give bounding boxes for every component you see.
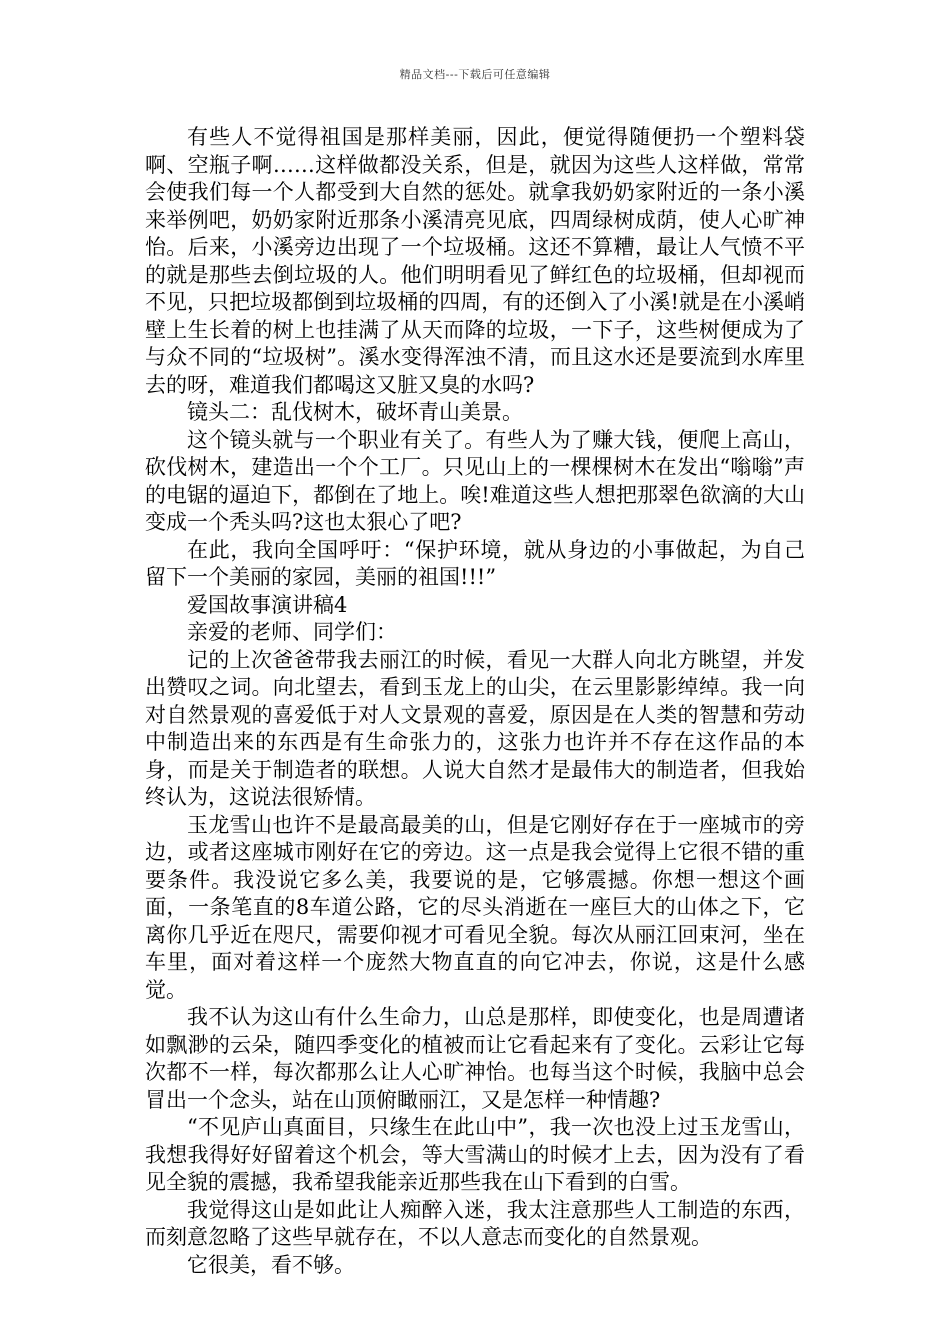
section-title: 爱国故事演讲稿4 bbox=[187, 592, 348, 617]
document-body bbox=[145, 124, 805, 1279]
paragraph: 记的上次爸爸带我去丽江的时候，看见一大群人向北方眺望，并发出赞叹之词。向北望去，看到玉龙上的山尖，在云里影影绰绰。我一向对自然景观的喜爱低于对人文景观的喜爱，原因是在人类的智慧和劳动中制造出来的东西是有生命张力的，这张力也许并不存在这作品的本身，而是关于制造者的联想。人说大自然才是最伟大的制造者，但我始终认为，这说法很矫情。 bbox=[145, 647, 805, 809]
paragraph: 它很美，看不够。 bbox=[187, 1252, 355, 1277]
paragraph: 镜头二：乱伐树木，破坏青山美景。 bbox=[187, 400, 523, 424]
paragraph: 玉龙雪山也许不是最高最美的山，但是它刚好存在于一座城市的旁边，或者这座城市刚好在它的旁边。这一点是我会觉得上它很不错的重要条件。我没说它多么美，我要说的是，它够震撼。你想一想这个画面，一条笔直的8车道公路，它的尽头消逝在一座巨大的山体之下，它离你几乎近在咫尺，需要仰视才可看见全貌。每次从丽江回束河，坐在车里，面对着这样一个庞然大物直直的向它冲去，你说，这是什么感觉。 bbox=[145, 812, 805, 1002]
paragraph: 我不认为这山有什么生命力，山总是那样，即使变化，也是周遭诸如飘渺的云朵，随四季变化的植被而让它看起来有了变化。云彩让它每次都不一样，每次都那么让人心旷神怡。也每当这个时候，我脑中总会冒出一个念头，站在山顶俯瞰丽江，又是怎样一种情趣? bbox=[145, 1005, 805, 1112]
paragraph: 我觉得这山是如此让人痴醉入迷，我太注意那些人工制造的东西，而刻意忽略了这些早就存在，不以人意志而变化的自然景观。 bbox=[145, 1197, 805, 1249]
page-header: 精品文档---下载后可任意编辑 bbox=[399, 68, 551, 81]
paragraph: “不见庐山真面目，只缘生在此山中”，我一次也没上过玉龙雪山，我想我得好好留着这个机会，等大雪满山的时候才上去，因为没有了看见全貌的震撼，我希望我能亲近那些我在山下看到的白雪。 bbox=[145, 1115, 805, 1194]
salutation: 亲爱的老师、同学们： bbox=[187, 620, 397, 644]
paragraph: 在此，我向全国呼吁：“保护环境，就从身边的小事做起，为自己留下一个美丽的家园，美丽的祖国!!!” bbox=[145, 537, 805, 589]
paragraph: 这个镜头就与一个职业有关了。有些人为了赚大钱，便爬上高山，砍伐树木，建造出一个个工厂。只见山上的一棵棵树木在发出“嗡嗡”声的电锯的逼迫下，都倒在了地上。唉!难道这些人想把那翠色欲滴的大山变成一个秃头吗?这也太狠心了吧? bbox=[145, 427, 805, 534]
paragraph: 有些人不觉得祖国是那样美丽，因此，便觉得随便扔一个塑料袋啊、空瓶子啊……这样做都没关系，但是，就因为这些人这样做，常常会使我们每一个人都受到大自然的惩处。就拿我奶奶家附近的一条小溪来举例吧，奶奶家附近那条小溪清亮见底，四周绿树成荫，使人心旷神怡。后来，小溪旁边出现了一个垃圾桶。这还不算糟，最让人气愤不平的就是那些去倒垃圾的人。他们明明看见了鲜红色的垃圾桶，但却视而不见，只把垃圾都倒到垃圾桶的四周，有的还倒入了小溪!就是在小溪峭壁上生长着的树上也挂满了从天而降的垃圾，一下子，这些树便成为了与众不同的“垃圾树”。溪水变得浑浊不清，而且这水还是要流到水库里去的呀，难道我们都喝这又脏又臭的水吗? bbox=[145, 125, 805, 397]
